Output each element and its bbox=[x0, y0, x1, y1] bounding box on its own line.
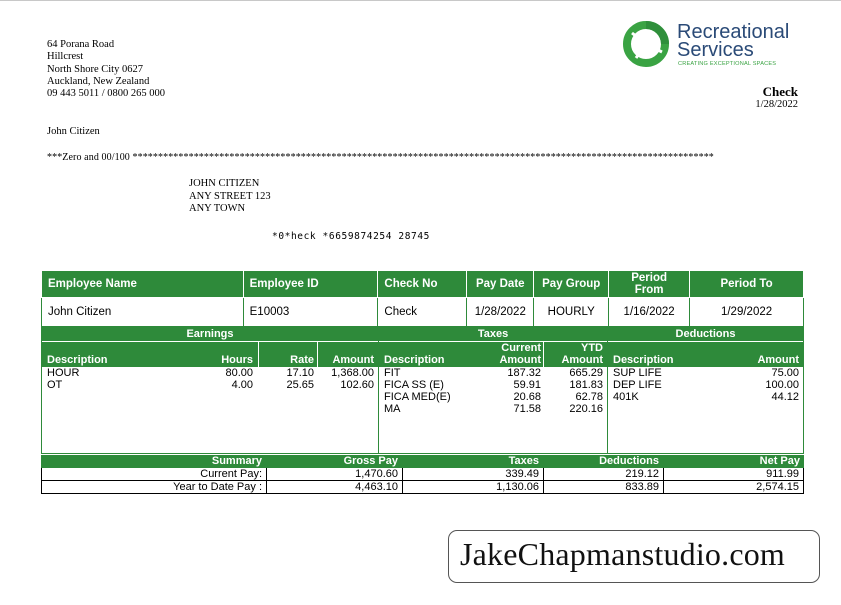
taxes-row bbox=[379, 367, 607, 379]
value-employee-name: John Citizen bbox=[42, 298, 244, 327]
column-divider bbox=[317, 342, 318, 367]
earnings-row bbox=[42, 367, 378, 379]
tax-current: 20.68 bbox=[513, 391, 541, 403]
taxes-row bbox=[379, 379, 607, 391]
header-pay-group: Pay Group bbox=[534, 271, 609, 298]
summary-ytd-label: Year to Date Pay : bbox=[41, 481, 267, 494]
taxes-header-current-line1: Current bbox=[501, 342, 541, 354]
deductions-row bbox=[608, 367, 803, 379]
taxes-rows bbox=[379, 367, 607, 415]
summary-header-taxes: Taxes bbox=[508, 455, 539, 467]
pay-summary bbox=[41, 455, 804, 494]
logo-text-line1: Recreational bbox=[677, 21, 790, 43]
header-employee-name: Employee Name bbox=[42, 271, 244, 298]
taxes-title: Taxes bbox=[379, 327, 607, 341]
tax-description: FICA SS (E) bbox=[384, 379, 444, 391]
value-period-to: 1/29/2022 bbox=[690, 298, 804, 327]
earnings-hours: 4.00 bbox=[231, 379, 253, 391]
tax-ytd: 220.16 bbox=[569, 403, 603, 415]
earnings-header-amount: Amount bbox=[332, 354, 374, 366]
taxes-header-ytd-line1: YTD bbox=[581, 342, 603, 354]
tax-description: FICA MED(E) bbox=[384, 391, 451, 403]
taxes-row bbox=[379, 403, 607, 415]
address-line: Auckland, New Zealand bbox=[47, 75, 150, 87]
deductions-column-headers bbox=[608, 341, 803, 367]
summary-ytd-net: 2,574.15 bbox=[756, 481, 799, 493]
deduction-description: DEP LIFE bbox=[613, 379, 662, 391]
value-period-from: 1/16/2022 bbox=[609, 298, 690, 327]
summary-current-net: 911.99 bbox=[766, 468, 799, 480]
document-date: 1/28/2022 bbox=[755, 99, 798, 110]
tax-current: 71.58 bbox=[513, 403, 541, 415]
value-pay-date: 1/28/2022 bbox=[467, 298, 534, 327]
summary-ytd-row bbox=[41, 481, 804, 494]
top-border bbox=[0, 0, 841, 1]
value-check-no: Check bbox=[378, 298, 467, 327]
mailing-address bbox=[189, 178, 271, 216]
earnings-title: Earnings bbox=[42, 327, 378, 341]
summary-ytd-deductions: 833.89 bbox=[544, 481, 664, 494]
value-pay-group: HOURLY bbox=[534, 298, 609, 327]
column-divider bbox=[543, 342, 544, 367]
address-line: Hillcrest bbox=[47, 51, 84, 63]
header-employee-id: Employee ID bbox=[243, 271, 378, 298]
taxes-row bbox=[379, 391, 607, 403]
address-line: 64 Porana Road bbox=[47, 39, 115, 50]
summary-ytd-gross: 4,463.10 bbox=[267, 481, 403, 494]
tax-current: 59.91 bbox=[513, 379, 541, 391]
logo-text-line2: Services bbox=[677, 39, 754, 61]
watermark-text: JakeChapmanstudio.com bbox=[460, 536, 786, 572]
payee-name: John Citizen bbox=[47, 126, 100, 137]
amount-in-words: ***Zero and 00/100 ****************************************************************************************************************** bbox=[47, 152, 714, 163]
deduction-description: SUP LIFE bbox=[613, 367, 662, 379]
summary-current-label: Current Pay: bbox=[41, 468, 267, 481]
deduction-amount: 44.12 bbox=[771, 391, 799, 403]
tax-description: FIT bbox=[384, 367, 401, 379]
earnings-row bbox=[42, 379, 378, 391]
watermark-badge bbox=[448, 530, 820, 583]
company-address bbox=[47, 39, 165, 100]
earnings-rows bbox=[42, 367, 378, 391]
earnings-header-description: Description bbox=[47, 354, 108, 366]
earnings-hours: 80.00 bbox=[225, 367, 253, 379]
mailing-line: ANY TOWN bbox=[189, 203, 246, 214]
deduction-amount: 75.00 bbox=[771, 367, 799, 379]
summary-header-gross: Gross Pay bbox=[343, 455, 398, 467]
summary-current-taxes: 339.49 bbox=[403, 468, 544, 481]
earnings-header-rate: Rate bbox=[290, 354, 314, 366]
tax-current: 187.32 bbox=[507, 367, 541, 379]
address-line: North Shore City 0627 bbox=[47, 63, 143, 75]
summary-header-net: Net Pay bbox=[759, 455, 800, 467]
earnings-amount: 1,368.00 bbox=[331, 367, 374, 379]
earnings-column-headers bbox=[42, 341, 378, 367]
tax-description: MA bbox=[384, 403, 401, 415]
deductions-title: Deductions bbox=[608, 327, 803, 341]
deductions-header-amount: Amount bbox=[757, 354, 799, 366]
tax-ytd: 181.83 bbox=[569, 379, 603, 391]
logo-tagline: CREATING EXCEPTIONAL SPACES bbox=[678, 61, 777, 67]
taxes-header-description: Description bbox=[384, 354, 445, 366]
deductions-row bbox=[608, 379, 803, 391]
header-period-from: Period From bbox=[609, 271, 690, 298]
summary-current-deductions: 219.12 bbox=[544, 468, 664, 481]
earnings-amount: 102.60 bbox=[340, 379, 374, 391]
micr-line: *0*heck *6659874254 28745 bbox=[272, 231, 430, 242]
tax-ytd: 62.78 bbox=[575, 391, 603, 403]
summary-current-row bbox=[41, 468, 804, 481]
summary-current-gross: 1,470.60 bbox=[267, 468, 403, 481]
column-divider bbox=[258, 342, 259, 367]
earnings-description: HOUR bbox=[47, 367, 80, 379]
deductions-row bbox=[608, 391, 803, 403]
company-logo bbox=[622, 20, 807, 70]
value-employee-id: E10003 bbox=[243, 298, 378, 327]
earnings-rate: 25.65 bbox=[286, 379, 314, 391]
deduction-amount: 100.00 bbox=[765, 379, 799, 391]
pay-detail-box bbox=[41, 326, 804, 454]
mailing-line: ANY STREET 123 bbox=[189, 190, 271, 202]
summary-header-deductions: Deductions bbox=[599, 455, 659, 467]
summary-header-summary: Summary bbox=[211, 455, 262, 467]
mailing-line: JOHN CITIZEN bbox=[189, 178, 260, 189]
header-period-to: Period To bbox=[690, 271, 804, 298]
summary-ytd-taxes: 1,130.06 bbox=[403, 481, 544, 494]
earnings-section bbox=[42, 327, 379, 453]
taxes-header-ytd-line2: Amount bbox=[561, 354, 603, 366]
logo-ring-icon bbox=[622, 20, 670, 68]
summary-header-row bbox=[41, 455, 804, 468]
tax-ytd: 665.29 bbox=[569, 367, 603, 379]
earnings-header-hours: Hours bbox=[221, 354, 253, 366]
deductions-section bbox=[608, 327, 803, 453]
document-title: Check bbox=[762, 84, 798, 99]
deductions-rows bbox=[608, 367, 803, 403]
info-value-row bbox=[42, 298, 804, 327]
deduction-description: 401K bbox=[613, 391, 639, 403]
header-pay-date: Pay Date bbox=[467, 271, 534, 298]
company-phone: 09 443 5011 / 0800 265 000 bbox=[47, 88, 166, 100]
header-check-no: Check No bbox=[378, 271, 467, 298]
taxes-section bbox=[379, 327, 608, 453]
employee-info-table bbox=[41, 270, 804, 327]
taxes-column-headers bbox=[379, 341, 607, 367]
deductions-header-description: Description bbox=[613, 354, 674, 366]
info-header-row bbox=[42, 271, 804, 298]
taxes-header-current-line2: Amount bbox=[499, 354, 541, 366]
earnings-description: OT bbox=[47, 379, 63, 391]
earnings-rate: 17.10 bbox=[286, 367, 314, 379]
